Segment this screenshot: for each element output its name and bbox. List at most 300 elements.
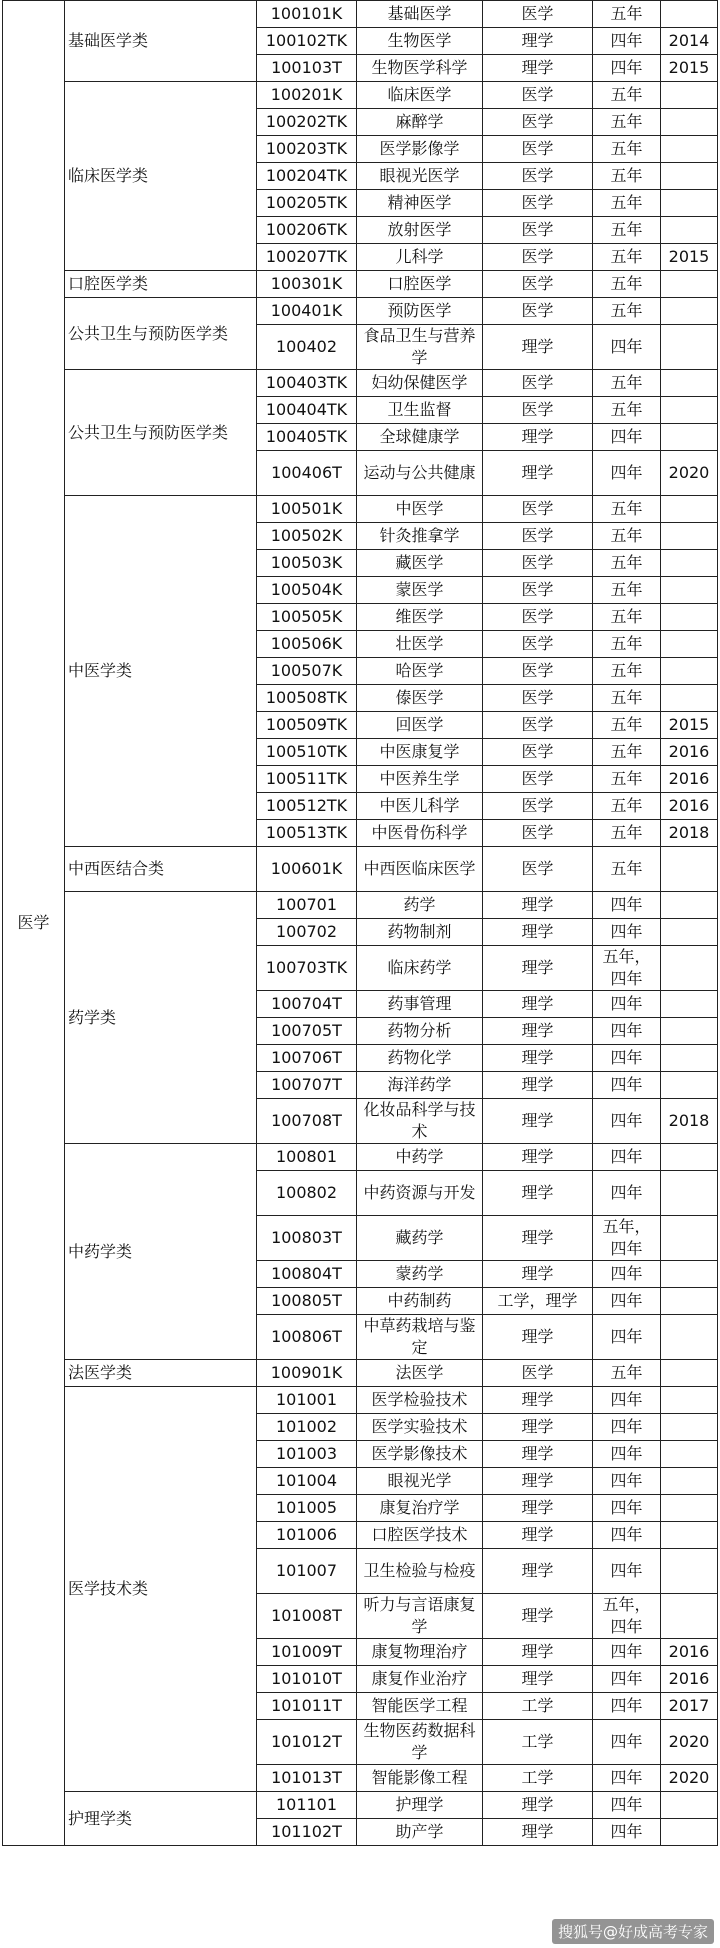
duration-cell: 五年 [593,793,661,820]
degree-cell: 医学 [483,244,593,271]
year-added-cell: 2017 [661,1693,718,1720]
degree-cell: 医学 [483,109,593,136]
major-name-cell: 医学影像技术 [357,1441,483,1468]
degree-cell: 医学 [483,1360,593,1387]
major-code-cell: 100703TK [257,946,357,991]
duration-cell: 五年 [593,370,661,397]
major-name-cell: 精神医学 [357,190,483,217]
degree-cell: 医学 [483,370,593,397]
duration-cell: 四年 [593,55,661,82]
duration-cell: 五年 [593,658,661,685]
duration-cell: 五年 [593,109,661,136]
major-code-cell: 101012T [257,1720,357,1765]
major-code-cell: 100507K [257,658,357,685]
major-name-cell: 康复作业治疗 [357,1666,483,1693]
degree-cell: 理学 [483,451,593,496]
table-row [3,298,718,325]
major-code-cell: 100508TK [257,685,357,712]
year-added-cell [661,496,718,523]
duration-cell: 五年 [593,271,661,298]
class-cell: 中西医结合类 [65,847,257,892]
duration-cell: 四年 [593,892,661,919]
major-name-cell: 海洋药学 [357,1072,483,1099]
major-name-cell: 中西医临床医学 [357,847,483,892]
major-name-cell: 预防医学 [357,298,483,325]
major-name-cell: 生物医药数据科学 [357,1720,483,1765]
duration-cell: 五年 [593,298,661,325]
major-code-cell: 100509TK [257,712,357,739]
year-added-cell [661,136,718,163]
major-name-cell: 傣医学 [357,685,483,712]
degree-cell: 医学 [483,820,593,847]
year-added-cell [661,919,718,946]
table-row [3,892,718,919]
major-code-cell: 100502K [257,523,357,550]
duration-cell: 四年 [593,451,661,496]
major-code-cell: 101003 [257,1441,357,1468]
class-cell: 口腔医学类 [65,271,257,298]
table-row [3,271,718,298]
major-name-cell: 食品卫生与营养学 [357,325,483,370]
major-code-cell: 100706T [257,1045,357,1072]
major-name-cell: 蒙医学 [357,577,483,604]
major-name-cell: 藏医学 [357,550,483,577]
duration-cell: 五年 [593,685,661,712]
duration-cell: 五年 [593,1360,661,1387]
degree-cell: 医学 [483,496,593,523]
degree-cell: 理学 [483,1666,593,1693]
degree-cell: 理学 [483,1522,593,1549]
year-added-cell [661,370,718,397]
duration-cell: 四年 [593,1045,661,1072]
table-row [3,1387,718,1414]
year-added-cell [661,1594,718,1639]
duration-cell: 四年 [593,1441,661,1468]
major-name-cell: 助产学 [357,1819,483,1846]
degree-cell: 理学 [483,991,593,1018]
duration-cell: 四年 [593,1666,661,1693]
year-added-cell [661,190,718,217]
duration-cell: 五年，四年 [593,946,661,991]
year-added-cell: 2016 [661,1666,718,1693]
major-code-cell: 100704T [257,991,357,1018]
major-code-cell: 100206TK [257,217,357,244]
major-name-cell: 临床医学 [357,82,483,109]
major-name-cell: 儿科学 [357,244,483,271]
degree-cell: 医学 [483,163,593,190]
degree-cell: 理学 [483,892,593,919]
major-code-cell: 100301K [257,271,357,298]
table-row [3,847,718,892]
duration-cell: 四年 [593,424,661,451]
major-name-cell: 中药制药 [357,1288,483,1315]
duration-cell: 四年 [593,1414,661,1441]
duration-cell: 四年 [593,28,661,55]
year-added-cell [661,991,718,1018]
major-name-cell: 中医康复学 [357,739,483,766]
major-name-cell: 卫生检验与检疫 [357,1549,483,1594]
major-name-cell: 中药学 [357,1144,483,1171]
degree-cell: 理学 [483,1261,593,1288]
year-added-cell: 2016 [661,793,718,820]
major-name-cell: 康复物理治疗 [357,1639,483,1666]
year-added-cell [661,163,718,190]
year-added-cell: 2014 [661,28,718,55]
table-row [3,82,718,109]
major-name-cell: 壮医学 [357,631,483,658]
duration-cell: 四年 [593,1072,661,1099]
major-code-cell: 100802 [257,1171,357,1216]
duration-cell: 四年 [593,1522,661,1549]
major-name-cell: 中药资源与开发 [357,1171,483,1216]
duration-cell: 五年 [593,766,661,793]
year-added-cell [661,1792,718,1819]
duration-cell: 四年 [593,1018,661,1045]
degree-cell: 理学 [483,1144,593,1171]
major-code-cell: 100402 [257,325,357,370]
table-row [3,370,718,397]
major-code-cell: 100702 [257,919,357,946]
class-cell: 中药学类 [65,1144,257,1360]
degree-cell: 理学 [483,424,593,451]
duration-cell: 四年 [593,1261,661,1288]
duration-cell: 五年 [593,244,661,271]
duration-cell: 五年 [593,631,661,658]
major-name-cell: 中医骨伤科学 [357,820,483,847]
degree-cell: 工学，理学 [483,1288,593,1315]
year-added-cell: 2015 [661,244,718,271]
major-code-cell: 100503K [257,550,357,577]
duration-cell: 四年 [593,325,661,370]
year-added-cell: 2020 [661,451,718,496]
duration-cell: 五年 [593,739,661,766]
major-name-cell: 药事管理 [357,991,483,1018]
year-added-cell [661,271,718,298]
major-code-cell: 100406T [257,451,357,496]
duration-cell: 四年 [593,1468,661,1495]
table-row [3,1792,718,1819]
year-added-cell: 2018 [661,820,718,847]
year-added-cell [661,1495,718,1522]
year-added-cell [661,1468,718,1495]
major-code-cell: 101008T [257,1594,357,1639]
year-added-cell [661,1045,718,1072]
degree-cell: 医学 [483,190,593,217]
major-code-cell: 100705T [257,1018,357,1045]
major-name-cell: 口腔医学技术 [357,1522,483,1549]
major-name-cell: 藏药学 [357,1216,483,1261]
year-added-cell [661,1216,718,1261]
degree-cell: 理学 [483,1468,593,1495]
major-name-cell: 化妆品科学与技术 [357,1099,483,1144]
year-added-cell: 2020 [661,1720,718,1765]
degree-cell: 医学 [483,604,593,631]
class-cell: 公共卫生与预防医学类 [65,370,257,496]
major-code-cell: 100801 [257,1144,357,1171]
year-added-cell [661,1144,718,1171]
year-added-cell [661,1315,718,1360]
major-code-cell: 100202TK [257,109,357,136]
duration-cell: 五年 [593,712,661,739]
major-code-cell: 100511TK [257,766,357,793]
degree-cell: 医学 [483,739,593,766]
duration-cell: 四年 [593,1720,661,1765]
major-name-cell: 回医学 [357,712,483,739]
duration-cell: 四年 [593,1099,661,1144]
major-name-cell: 眼视光医学 [357,163,483,190]
year-added-cell [661,298,718,325]
table-row [3,1360,718,1387]
year-added-cell [661,325,718,370]
duration-cell: 四年 [593,1144,661,1171]
major-code-cell: 100204TK [257,163,357,190]
year-added-cell: 2020 [661,1765,718,1792]
major-name-cell: 智能医学工程 [357,1693,483,1720]
major-code-cell: 101004 [257,1468,357,1495]
year-added-cell [661,1522,718,1549]
degree-cell: 医学 [483,397,593,424]
class-cell: 护理学类 [65,1792,257,1846]
year-added-cell [661,1261,718,1288]
year-added-cell: 2018 [661,1099,718,1144]
major-code-cell: 101013T [257,1765,357,1792]
degree-cell: 理学 [483,1387,593,1414]
degree-cell: 理学 [483,1045,593,1072]
class-cell: 中医学类 [65,496,257,847]
degree-cell: 医学 [483,793,593,820]
major-code-cell: 101011T [257,1693,357,1720]
major-name-cell: 药物分析 [357,1018,483,1045]
major-name-cell: 中草药栽培与鉴定 [357,1315,483,1360]
major-code-cell: 100102TK [257,28,357,55]
degree-cell: 理学 [483,28,593,55]
year-added-cell [661,1171,718,1216]
year-added-cell [661,523,718,550]
duration-cell: 五年 [593,1,661,28]
degree-cell: 医学 [483,658,593,685]
class-cell: 公共卫生与预防医学类 [65,298,257,370]
year-added-cell [661,82,718,109]
degree-cell: 理学 [483,1441,593,1468]
duration-cell: 四年 [593,1819,661,1846]
duration-cell: 四年 [593,1792,661,1819]
duration-cell: 四年 [593,1387,661,1414]
major-name-cell: 护理学 [357,1792,483,1819]
major-code-cell: 100805T [257,1288,357,1315]
major-code-cell: 100504K [257,577,357,604]
year-added-cell [661,892,718,919]
major-name-cell: 眼视光学 [357,1468,483,1495]
duration-cell: 四年 [593,1693,661,1720]
degree-cell: 理学 [483,1495,593,1522]
year-added-cell [661,1387,718,1414]
duration-cell: 四年 [593,1315,661,1360]
degree-cell: 医学 [483,217,593,244]
major-code-cell: 100205TK [257,190,357,217]
degree-cell: 医学 [483,1,593,28]
degree-cell: 理学 [483,1216,593,1261]
duration-cell: 五年 [593,82,661,109]
major-name-cell: 药物化学 [357,1045,483,1072]
year-added-cell [661,1360,718,1387]
year-added-cell [661,685,718,712]
year-added-cell [661,946,718,991]
major-name-cell: 听力与言语康复学 [357,1594,483,1639]
major-code-cell: 101002 [257,1414,357,1441]
year-added-cell: 2016 [661,1639,718,1666]
degree-cell: 理学 [483,946,593,991]
major-name-cell: 卫生监督 [357,397,483,424]
year-added-cell [661,1288,718,1315]
major-code-cell: 101006 [257,1522,357,1549]
duration-cell: 五年 [593,604,661,631]
duration-cell: 五年 [593,397,661,424]
table-row [3,496,718,523]
major-name-cell: 妇幼保健医学 [357,370,483,397]
major-name-cell: 医学实验技术 [357,1414,483,1441]
duration-cell: 四年 [593,1495,661,1522]
major-name-cell: 哈医学 [357,658,483,685]
year-added-cell [661,550,718,577]
major-code-cell: 100405TK [257,424,357,451]
major-code-cell: 100901K [257,1360,357,1387]
major-name-cell: 基础医学 [357,1,483,28]
degree-cell: 理学 [483,55,593,82]
major-code-cell: 101102T [257,1819,357,1846]
degree-cell: 工学 [483,1765,593,1792]
year-added-cell: 2016 [661,739,718,766]
duration-cell: 四年 [593,919,661,946]
class-cell: 基础医学类 [65,1,257,82]
year-added-cell [661,217,718,244]
year-added-cell: 2015 [661,712,718,739]
degree-cell: 理学 [483,1549,593,1594]
degree-cell: 理学 [483,1792,593,1819]
major-code-cell: 101009T [257,1639,357,1666]
degree-cell: 理学 [483,1414,593,1441]
major-code-cell: 100803T [257,1216,357,1261]
duration-cell: 四年 [593,1765,661,1792]
degree-cell: 医学 [483,766,593,793]
watermark: 搜狐号@好成高考专家 [552,1919,714,1944]
degree-cell: 理学 [483,1099,593,1144]
degree-cell: 医学 [483,523,593,550]
major-code-cell: 100404TK [257,397,357,424]
major-code-cell: 101007 [257,1549,357,1594]
major-name-cell: 运动与公共健康 [357,451,483,496]
year-added-cell [661,109,718,136]
degree-cell: 医学 [483,712,593,739]
class-cell: 临床医学类 [65,82,257,271]
major-code-cell: 101101 [257,1792,357,1819]
degree-cell: 工学 [483,1693,593,1720]
major-name-cell: 医学检验技术 [357,1387,483,1414]
class-cell: 法医学类 [65,1360,257,1387]
major-name-cell: 医学影像学 [357,136,483,163]
major-code-cell: 100103T [257,55,357,82]
major-code-cell: 100505K [257,604,357,631]
major-name-cell: 中医养生学 [357,766,483,793]
major-code-cell: 100101K [257,1,357,28]
major-code-cell: 100207TK [257,244,357,271]
major-code-cell: 100403TK [257,370,357,397]
degree-cell: 理学 [483,919,593,946]
duration-cell: 五年 [593,550,661,577]
major-code-cell: 100601K [257,847,357,892]
major-code-cell: 100701 [257,892,357,919]
degree-cell: 理学 [483,1315,593,1360]
duration-cell: 五年 [593,577,661,604]
major-code-cell: 100401K [257,298,357,325]
major-code-cell: 100501K [257,496,357,523]
degree-cell: 医学 [483,82,593,109]
year-added-cell [661,658,718,685]
major-code-cell: 101001 [257,1387,357,1414]
degree-cell: 工学 [483,1720,593,1765]
major-name-cell: 生物医学 [357,28,483,55]
year-added-cell [661,1819,718,1846]
major-name-cell: 全球健康学 [357,424,483,451]
major-name-cell: 针灸推拿学 [357,523,483,550]
duration-cell: 五年，四年 [593,1594,661,1639]
major-name-cell: 临床药学 [357,946,483,991]
duration-cell: 五年 [593,190,661,217]
discipline-cell: 医学 [3,1,65,1846]
majors-table [2,0,718,1846]
major-name-cell: 蒙药学 [357,1261,483,1288]
degree-cell: 理学 [483,1072,593,1099]
duration-cell: 五年 [593,847,661,892]
major-code-cell: 100510TK [257,739,357,766]
year-added-cell: 2016 [661,766,718,793]
year-added-cell [661,1018,718,1045]
degree-cell: 医学 [483,136,593,163]
year-added-cell: 2015 [661,55,718,82]
class-cell: 医学技术类 [65,1387,257,1792]
year-added-cell [661,847,718,892]
duration-cell: 四年 [593,1288,661,1315]
degree-cell: 理学 [483,1171,593,1216]
degree-cell: 医学 [483,577,593,604]
degree-cell: 医学 [483,550,593,577]
duration-cell: 五年 [593,136,661,163]
degree-cell: 理学 [483,1819,593,1846]
year-added-cell [661,1549,718,1594]
year-added-cell [661,424,718,451]
degree-cell: 医学 [483,685,593,712]
major-name-cell: 康复治疗学 [357,1495,483,1522]
degree-cell: 理学 [483,325,593,370]
table-row [3,1,718,28]
duration-cell: 四年 [593,991,661,1018]
year-added-cell [661,397,718,424]
degree-cell: 医学 [483,298,593,325]
duration-cell: 五年 [593,496,661,523]
major-code-cell: 100707T [257,1072,357,1099]
major-code-cell: 100506K [257,631,357,658]
duration-cell: 五年 [593,523,661,550]
year-added-cell [661,1414,718,1441]
major-name-cell: 药学 [357,892,483,919]
major-code-cell: 100806T [257,1315,357,1360]
year-added-cell [661,1,718,28]
major-code-cell: 100708T [257,1099,357,1144]
major-name-cell: 中医学 [357,496,483,523]
duration-cell: 五年，四年 [593,1216,661,1261]
major-code-cell: 100513TK [257,820,357,847]
major-name-cell: 口腔医学 [357,271,483,298]
major-code-cell: 100804T [257,1261,357,1288]
